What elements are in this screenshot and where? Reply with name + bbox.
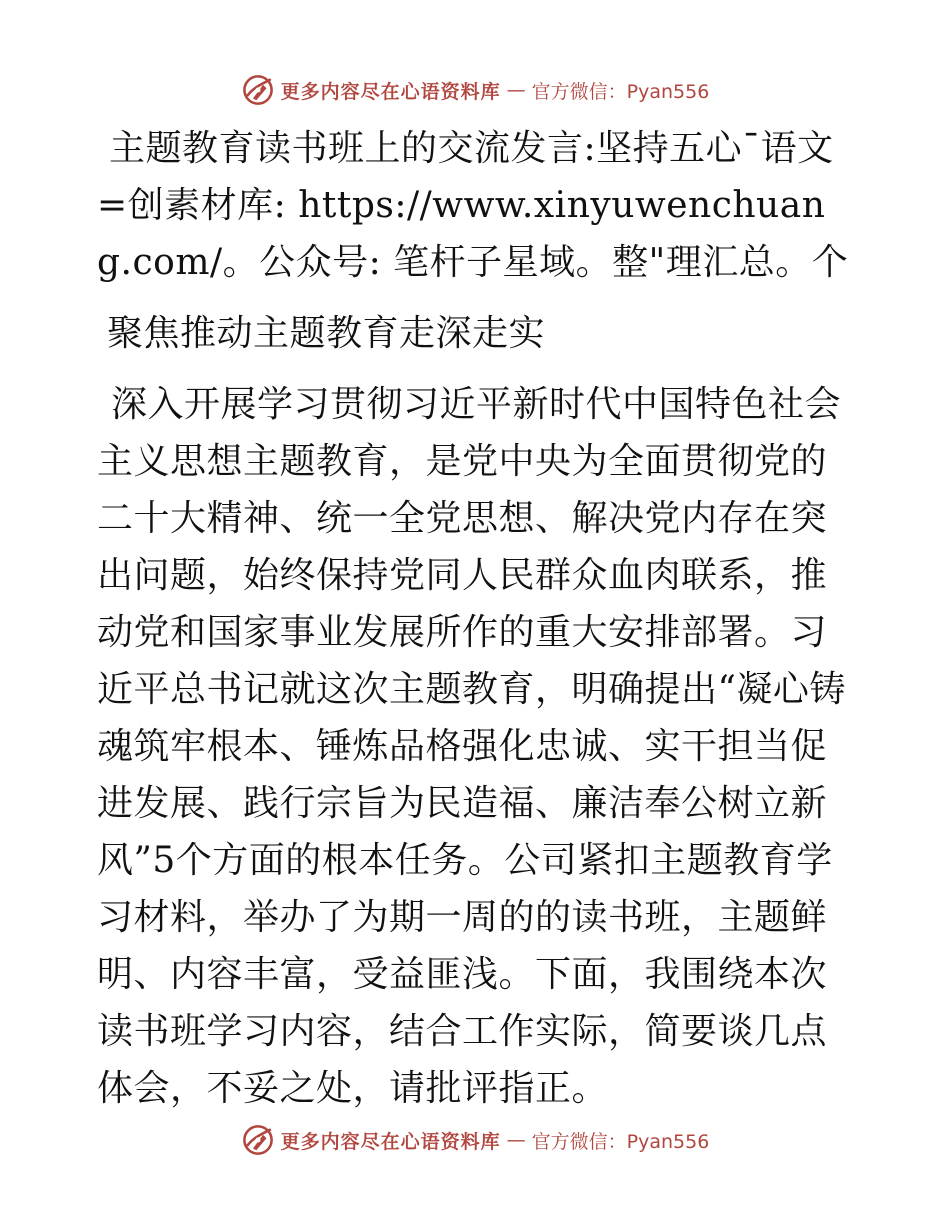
document-title: 主题教育读书班上的交流发言:坚持五心¯语文=创素材库: https://www.xinyuwenchuang.com/。公众号: 笔杆子星域。整"理汇总。个: [97, 128, 849, 283]
banner-text: 更多内容尽在心语资料库: [280, 80, 501, 103]
banner-separator: —: [506, 79, 526, 101]
banner-wechat: 官方微信：Pyan556: [531, 80, 710, 103]
section-heading: 聚焦推动主题教育走深走实: [107, 313, 546, 354]
document-body: [97, 120, 857, 1117]
header-banner: [0, 70, 950, 110]
banner-text: 更多内容尽在心语资料库: [280, 1130, 501, 1153]
banner-wechat: 官方微信：Pyan556: [531, 1130, 710, 1153]
logo-icon: [241, 1123, 275, 1157]
footer-banner: [0, 1120, 950, 1160]
body-paragraph: 深入开展学习贯彻习近平新时代中国特色社会主义思想主题教育，是党中央为全面贯彻党的二十大精神、统一全党思想、解决党内存在突出问题，始终保持党同人民群众血肉联系，推动党和国家事业发展所作的重大安排部署。习近平总书记就这次主题教育，明确提出“凝心铸魂筑牢根本、锤炼品格强化忠诚、实干担当促进发展、践行宗旨为民造福、廉洁奉公树立新风”5个方面的根本任务。公司紧扣主题教育学习材料，举办了为期一周的的读书班，主题鲜明、内容丰富，受益匪浅。下面，我围绕本次读书班学习内容，结合工作实际，简要谈几点体会，不妥之处，请批评指正。: [97, 384, 846, 1109]
banner-separator: —: [506, 1129, 526, 1151]
logo-icon: [241, 73, 275, 107]
